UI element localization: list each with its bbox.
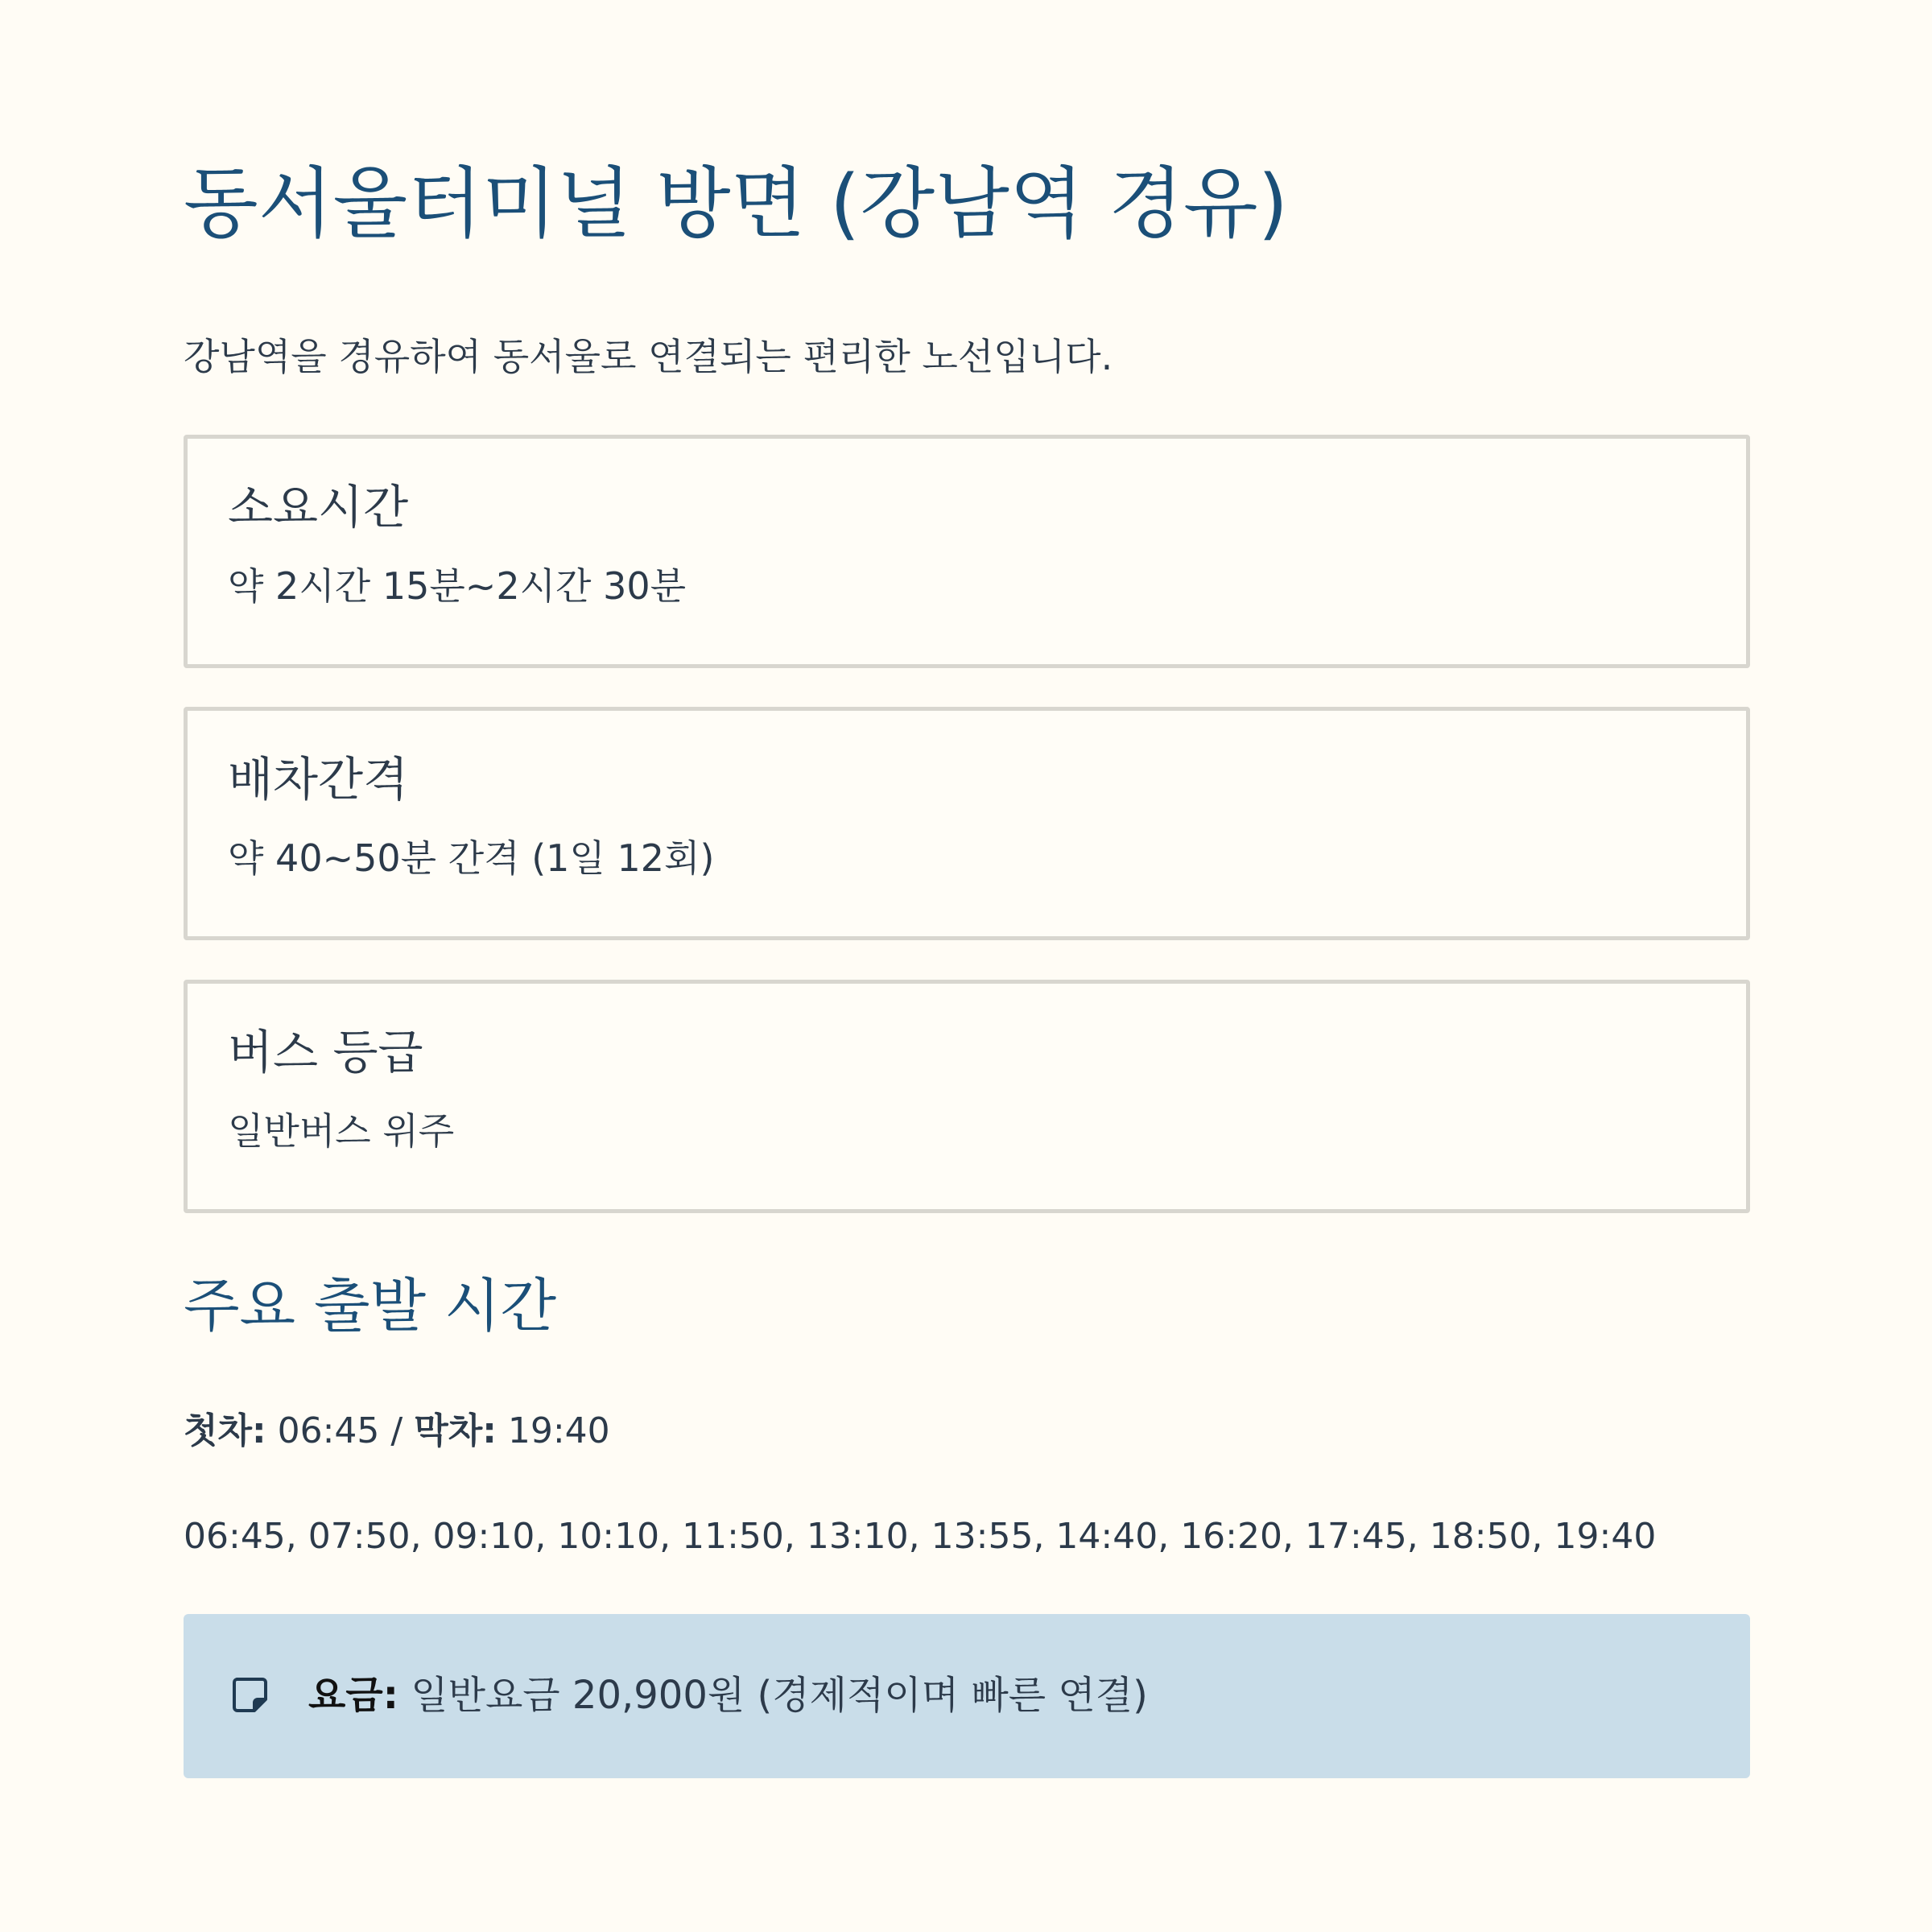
first-last-bus bbox=[184, 1405, 610, 1458]
bus-grade-card-value: 일반버스 위주 bbox=[228, 1109, 455, 1153]
first-last-separator: / bbox=[390, 1410, 403, 1451]
departures-section-title: 주요 출발 시간 bbox=[184, 1272, 557, 1340]
duration-card-value: 약 2시간 15분~2시간 30분 bbox=[228, 564, 687, 608]
first-bus-time: 06:45 bbox=[277, 1410, 380, 1451]
bus-grade-card-title: 버스 등급 bbox=[228, 1025, 423, 1080]
last-bus-label: 막차: bbox=[414, 1410, 497, 1451]
fare-notice bbox=[184, 1614, 1750, 1778]
bus-grade-card bbox=[184, 980, 1750, 1213]
fare-value: 일반요금 20,900원 (경제적이며 빠른 연결) bbox=[411, 1673, 1148, 1718]
fare-label: 요금: bbox=[308, 1673, 398, 1718]
last-bus-time: 19:40 bbox=[507, 1410, 610, 1451]
duration-card bbox=[184, 435, 1750, 668]
sticky-note-icon bbox=[230, 1675, 269, 1714]
interval-card bbox=[184, 707, 1750, 940]
interval-card-title: 배차간격 bbox=[228, 752, 409, 807]
departure-times-list: 06:45, 07:50, 09:10, 10:10, 11:50, 13:10, 13:55, 14:40, 16:20, 17:45, 18:50, 19:40 bbox=[184, 1516, 1657, 1557]
duration-card-title: 소요시간 bbox=[228, 480, 409, 535]
first-bus-label: 첫차: bbox=[184, 1410, 266, 1451]
page-title: 동서울터미널 방면 (강남역 경유) bbox=[184, 159, 1289, 249]
fare-text bbox=[308, 1669, 1148, 1722]
interval-card-value: 약 40~50분 간격 (1일 12회) bbox=[228, 836, 715, 880]
route-intro: 강남역을 경유하여 동서울로 연결되는 편리한 노선입니다. bbox=[184, 335, 1113, 378]
